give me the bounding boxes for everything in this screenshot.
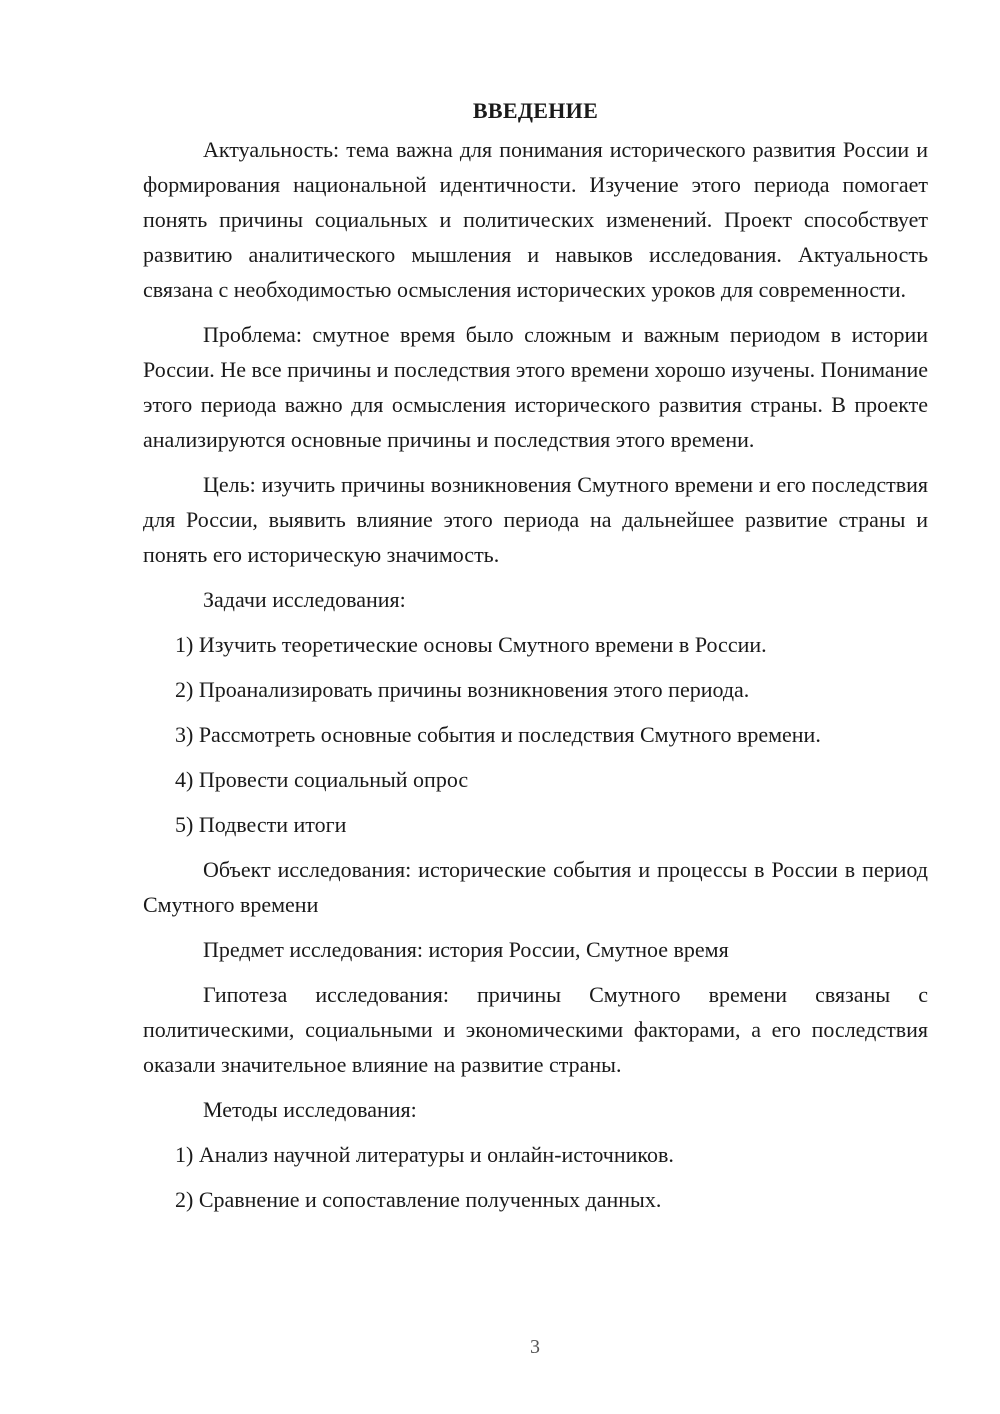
methods-title: Методы исследования: <box>203 1097 417 1122</box>
object-paragraph: Объект исследования: исторические события и процессы в России в период Смутного времени <box>143 857 928 917</box>
problem-paragraph: Проблема: смутное время было сложным и важным периодом в истории России. Не все причины и последствия этого времени хорошо изучены. Понимание этого периода важно для осмысления исторического развития страны. В проекте анализируются основные причины и последствия этого времени. <box>143 322 928 452</box>
task-item: 5) Подвести итоги <box>175 812 347 837</box>
section-heading: ВВЕДЕНИЕ <box>472 98 599 123</box>
task-item: 1) Изучить теоретические основы Смутного времени в России. <box>175 632 767 657</box>
task-item: 4) Провести социальный опрос <box>175 767 469 792</box>
tasks-title: Задачи исследования: <box>203 587 406 612</box>
method-item: 1) Анализ научной литературы и онлайн-источников. <box>175 1142 674 1167</box>
hypothesis-paragraph: Гипотеза исследования: причины Смутного времени связаны с политическими, социальными и экономическими факторами, а его последствия оказали значительное влияние на развитие страны. <box>143 982 928 1077</box>
task-item: 2) Проанализировать причины возникновения этого периода. <box>175 677 750 702</box>
relevance-paragraph: Актуальность: тема важна для понимания исторического развития России и формирования национальной идентичности. Изучение этого периода помогает понять причины социальных и политических изменений. Проект способствует развитию аналитического мышления и навыков исследования. Актуальность связана с необходимостью осмысления исторических уроков для современности. <box>143 137 928 302</box>
goal-paragraph: Цель: изучить причины возникновения Смутного времени и его последствия для России, выявить влияние этого периода на дальнейшее развитие страны и понять его историческую значимость. <box>143 472 928 567</box>
subject-paragraph: Предмет исследования: история России, Смутное время <box>203 937 729 962</box>
method-item: 2) Сравнение и сопоставление полученных данных. <box>175 1187 662 1212</box>
page-number: 3 <box>530 1336 540 1358</box>
task-item: 3) Рассмотреть основные события и последствия Смутного времени. <box>175 722 821 747</box>
document-page <box>143 96 928 1227</box>
